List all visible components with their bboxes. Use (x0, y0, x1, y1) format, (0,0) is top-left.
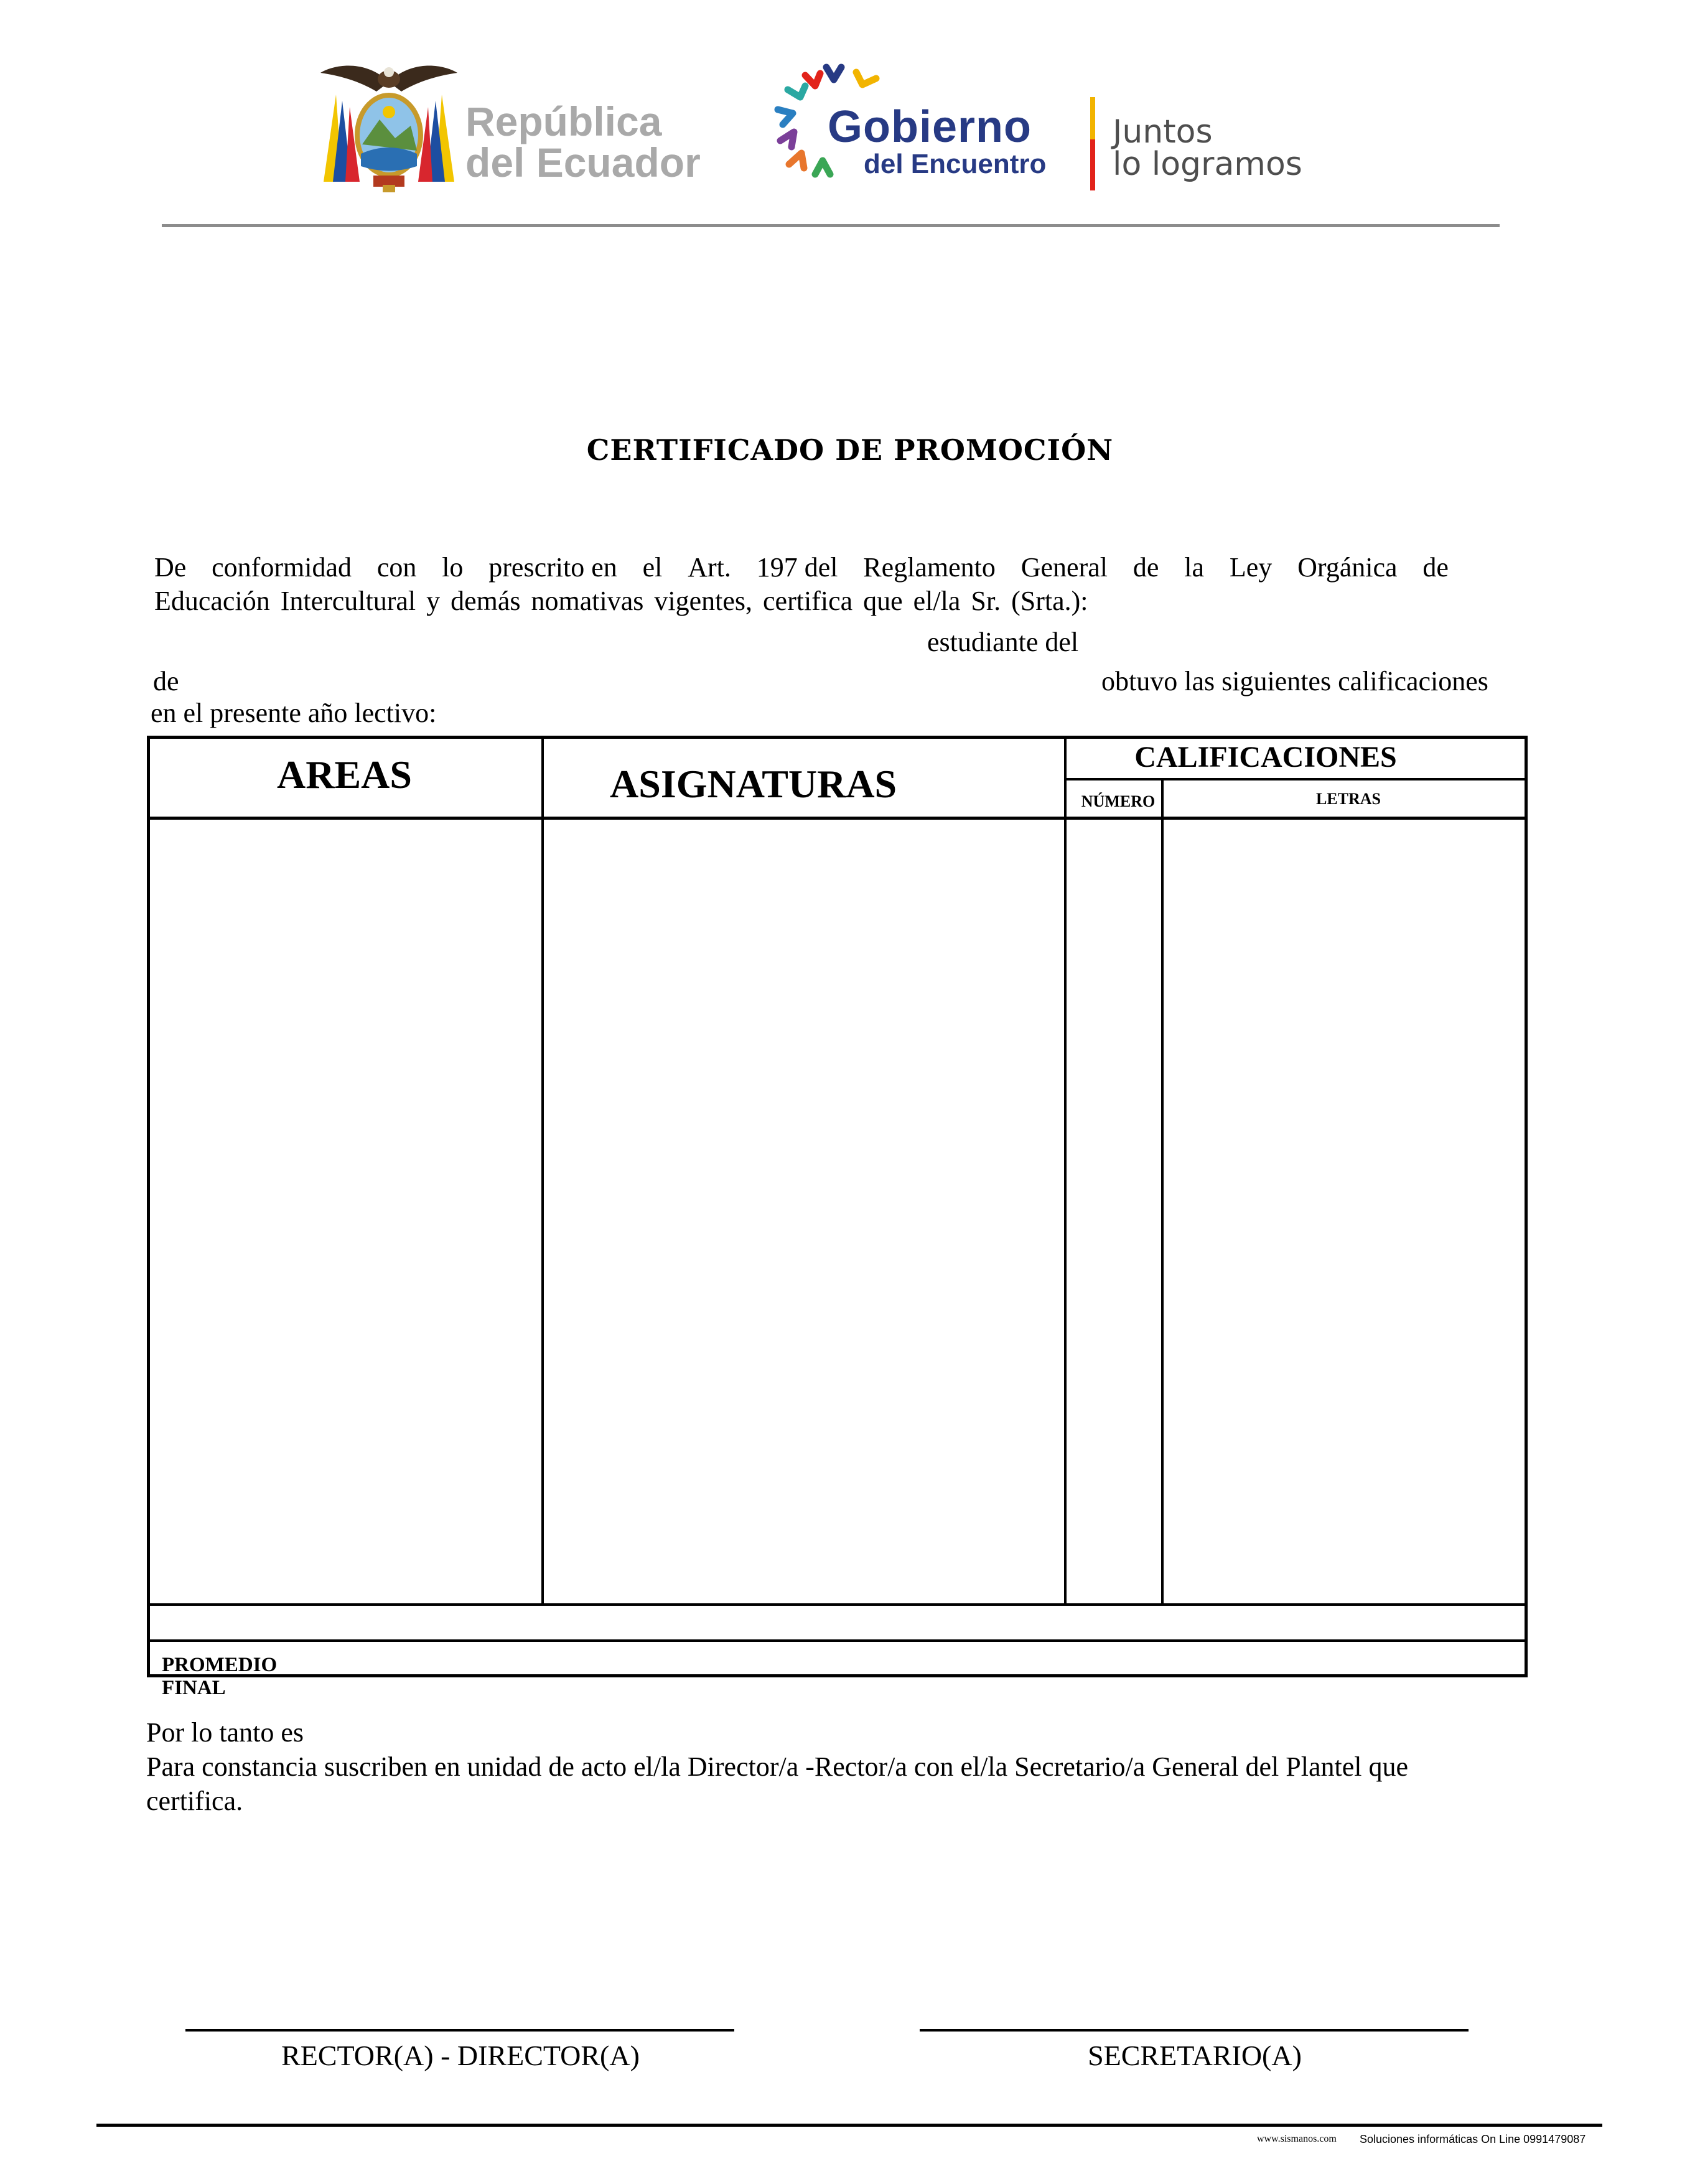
promedio-final-label: PROMEDIO FINAL (162, 1654, 278, 1699)
certificate-title: CERTIFICADO DE PROMOCIÓN (586, 433, 1114, 467)
table-header-divider (147, 817, 1528, 820)
slogan-line1: Juntos (1113, 113, 1213, 151)
constancia-line1: Para constancia suscriben en unidad de acto el/la Director/a -Rector/a con el/la Secretario/a General del Plantel que (146, 1751, 1408, 1782)
table-body-bottom (147, 1603, 1528, 1606)
header-calificaciones: CALIFICACIONES (1134, 741, 1397, 774)
calificaciones-subdivider (1065, 778, 1528, 780)
republica-line1: República (465, 98, 662, 144)
header-separator (1090, 97, 1095, 190)
estudiante-del-label: estudiante del (927, 627, 1079, 657)
table-border-left (147, 736, 150, 1677)
header-numero: NÚMERO (1081, 792, 1156, 810)
slogan-line2: lo logramos (1113, 146, 1302, 183)
signature-secretario-label: SECRETARIO(A) (1088, 2040, 1302, 2071)
promedio-row-top (147, 1639, 1528, 1642)
footer-divider (96, 2124, 1602, 2127)
header-areas: AREAS (277, 752, 412, 797)
intro-word: Orgánica (1297, 552, 1398, 583)
signature-line-rector (185, 2029, 734, 2032)
credit-site: www.sismanos.com (1257, 2134, 1337, 2144)
intro-word: 197 del (756, 552, 838, 583)
col-divider-numero (1161, 778, 1164, 1606)
intro-line-1 (154, 554, 1449, 581)
anio-lectivo-label: en el presente año lectivo: (151, 698, 437, 728)
credit-text: Soluciones informáticas On Line 0991479087 (1360, 2133, 1586, 2145)
intro-word: Art. (688, 552, 731, 583)
signature-rector-label: RECTOR(A) - DIRECTOR(A) (281, 2040, 640, 2071)
intro-word: con (376, 552, 417, 583)
intro-word: Reglamento (863, 552, 996, 583)
intro-word: de (1133, 552, 1159, 583)
table-border-top (147, 736, 1528, 739)
intro-word: prescrito en (488, 552, 617, 583)
intro-word: conformidad (212, 552, 352, 583)
intro-word: Ley (1229, 552, 1273, 583)
del-encuentro-wordmark: del Encuentro (864, 149, 1047, 179)
gobierno-wordmark: Gobierno (828, 102, 1032, 152)
intro-word: de (1422, 552, 1449, 583)
republica-line2: del Ecuador (465, 139, 701, 185)
table-border-bottom (147, 1674, 1528, 1677)
intro-word: la (1184, 552, 1204, 583)
obtuvo-label: obtuvo las siguientes calificaciones (1101, 666, 1488, 696)
intro-line-2: Educación Intercultural y demás nomativas vigentes, certifica que el/la Sr. (Srta.): (154, 586, 1088, 616)
col-divider-areas (541, 736, 544, 1606)
por-lo-tanto-text: Por lo tanto es (146, 1717, 304, 1748)
intro-word: De (154, 552, 187, 583)
header-divider (162, 224, 1500, 227)
intro-word: el (642, 552, 663, 583)
intro-word: lo (442, 552, 464, 583)
ecuador-coat-of-arms-icon (317, 57, 460, 194)
signature-line-secretario (920, 2029, 1469, 2032)
header-letras: LETRAS (1315, 790, 1381, 808)
col-divider-asignaturas (1064, 736, 1067, 1606)
table-border-right (1525, 736, 1528, 1677)
constancia-line2: certifica. (146, 1786, 243, 1816)
header-asignaturas: ASIGNATURAS (610, 762, 897, 806)
de-label: de (153, 666, 179, 696)
intro-word: General (1020, 552, 1108, 583)
